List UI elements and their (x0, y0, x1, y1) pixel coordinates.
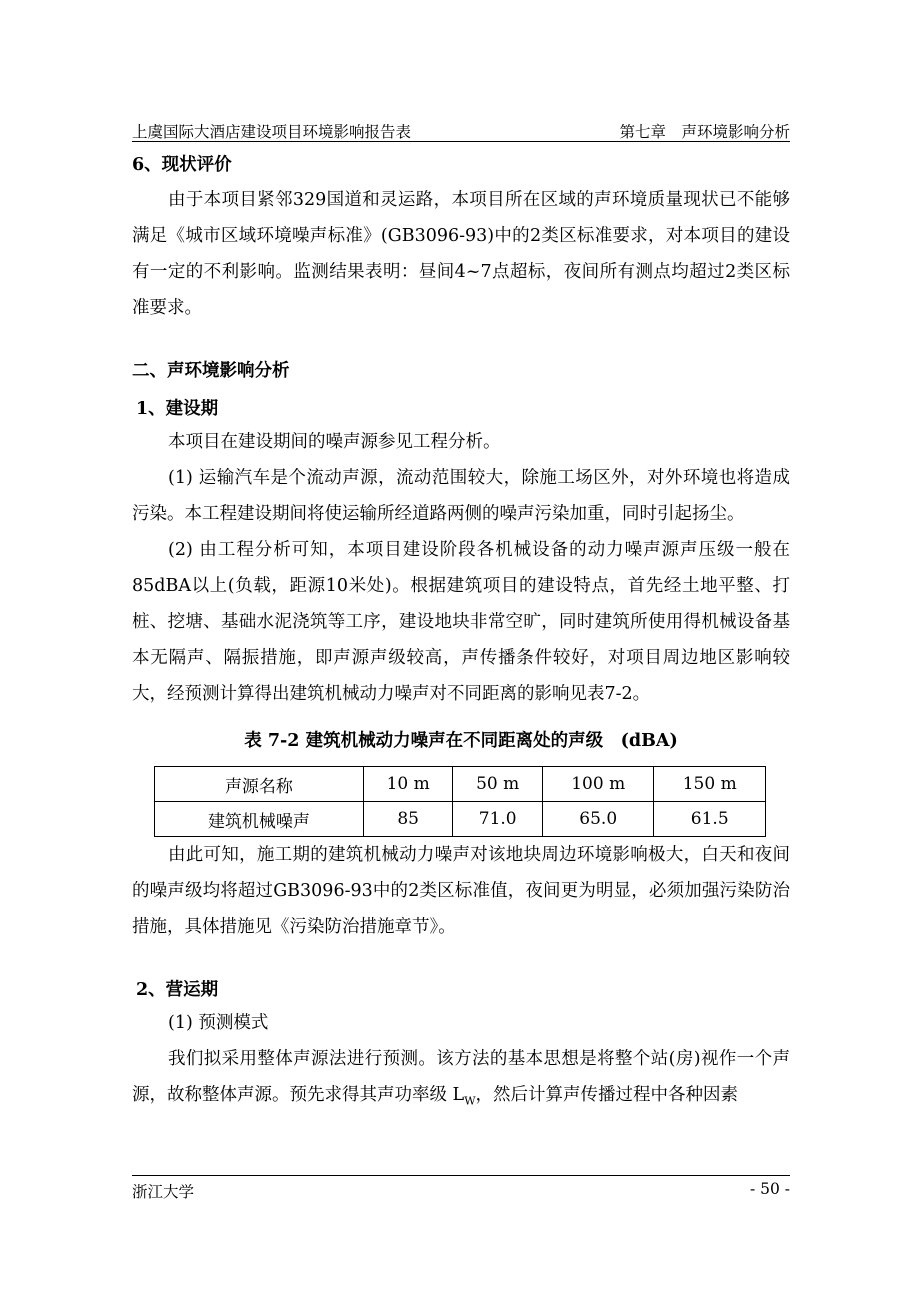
spacer (132, 326, 790, 356)
table-header-cell: 10 m (363, 767, 453, 802)
table-header-cell: 100 m (542, 767, 654, 802)
table-cell: 65.0 (542, 802, 654, 837)
section-6-heading: 6、现状评价 (132, 155, 232, 175)
operation-paragraph-2 (132, 1041, 790, 1120)
header-title: 上虞国际大酒店建设项目环境影响报告表 (132, 123, 412, 141)
operation-text-b: ，然后计算声传播过程中各种因素 (475, 1085, 738, 1105)
operation-text-a: 我们拟采用整体声源法进行预测。该方法的基本思想是将整个站(房)视作一个声源，故称整体声源。预先求得其声功率级 L (132, 1049, 790, 1105)
table-cell: 71.0 (453, 802, 543, 837)
header-chapter: 第七章 声环境影响分析 (619, 123, 790, 141)
construction-paragraph-1: 本项目在建设期间的噪声源参见工程分析。 (168, 432, 501, 452)
table-cell: 85 (363, 802, 453, 837)
table-header-row (155, 767, 766, 802)
table-header-cell: 50 m (453, 767, 543, 802)
footer-rule (132, 1175, 790, 1176)
page-body (132, 150, 790, 1120)
table-caption: 表 7-2 建筑机械动力噪声在不同距离处的声级 (dBA) (244, 731, 678, 751)
operation-paragraph-1: (1) 预测模式 (168, 1013, 269, 1033)
table-header-cell: 声源名称 (155, 767, 364, 802)
spacer (132, 945, 790, 975)
table-row (155, 802, 766, 837)
table-header-cell: 150 m (654, 767, 766, 802)
header-rule (132, 141, 790, 142)
table-cell: 61.5 (654, 802, 766, 837)
conclusion-paragraph: 由此可知，施工期的建筑机械动力噪声对该地块周边环境影响极大，白天和夜间的噪声级均将超过GB3096-93中的2类区标准值，夜间更为明显，必须加强污染防治措施，具体措施见《污染防治措施章节》。 (132, 845, 790, 937)
page-number: - 50 - (749, 1180, 790, 1198)
table-cell: 建筑机械噪声 (155, 802, 364, 837)
construction-paragraph-3: (2) 由工程分析可知，本项目建设阶段各机械设备的动力噪声源声压级一般在85dBA以上(负载，距源10米处)。根据建筑项目的建设特点，首先经土地平整、打桩、挖塘、基础水泥浇筑等工序，建设地块非常空旷，同时建筑所使用得机械设备基本无隔声、隔振措施，即声源声级较高，声传播条件较好，对项目周边地区影响较大，经预测计算得出建筑机械动力噪声对不同距离的影响见表7-2。 (132, 540, 790, 704)
section-2-heading: 二、声环境影响分析 (132, 361, 290, 381)
section-6-paragraph: 由于本项目紧邻329国道和灵运路，本项目所在区域的声环境质量现状已不能够满足《城市区域环境噪声标准》(GB3096-93)中的2类区标准要求，对本项目的建设有一定的不利影响。监测结果表明：昼间4~7点超标，夜间所有测点均超过2类区标准要求。 (132, 190, 790, 318)
lw-subscript: W (464, 1094, 476, 1108)
page-header (132, 116, 790, 142)
noise-level-table (154, 766, 766, 837)
construction-paragraph-2: (1) 运输汽车是个流动声源，流动范围较大，除施工场区外，对外环境也将造成污染。本工程建设期间将使运输所经道路两侧的噪声污染加重，同时引起扬尘。 (132, 468, 790, 524)
subsection-operation-heading: 2、营运期 (136, 980, 219, 1000)
footer-institution: 浙江大学 (132, 1183, 195, 1201)
subsection-construction-heading: 1、建设期 (136, 399, 219, 419)
spacer (132, 386, 790, 394)
